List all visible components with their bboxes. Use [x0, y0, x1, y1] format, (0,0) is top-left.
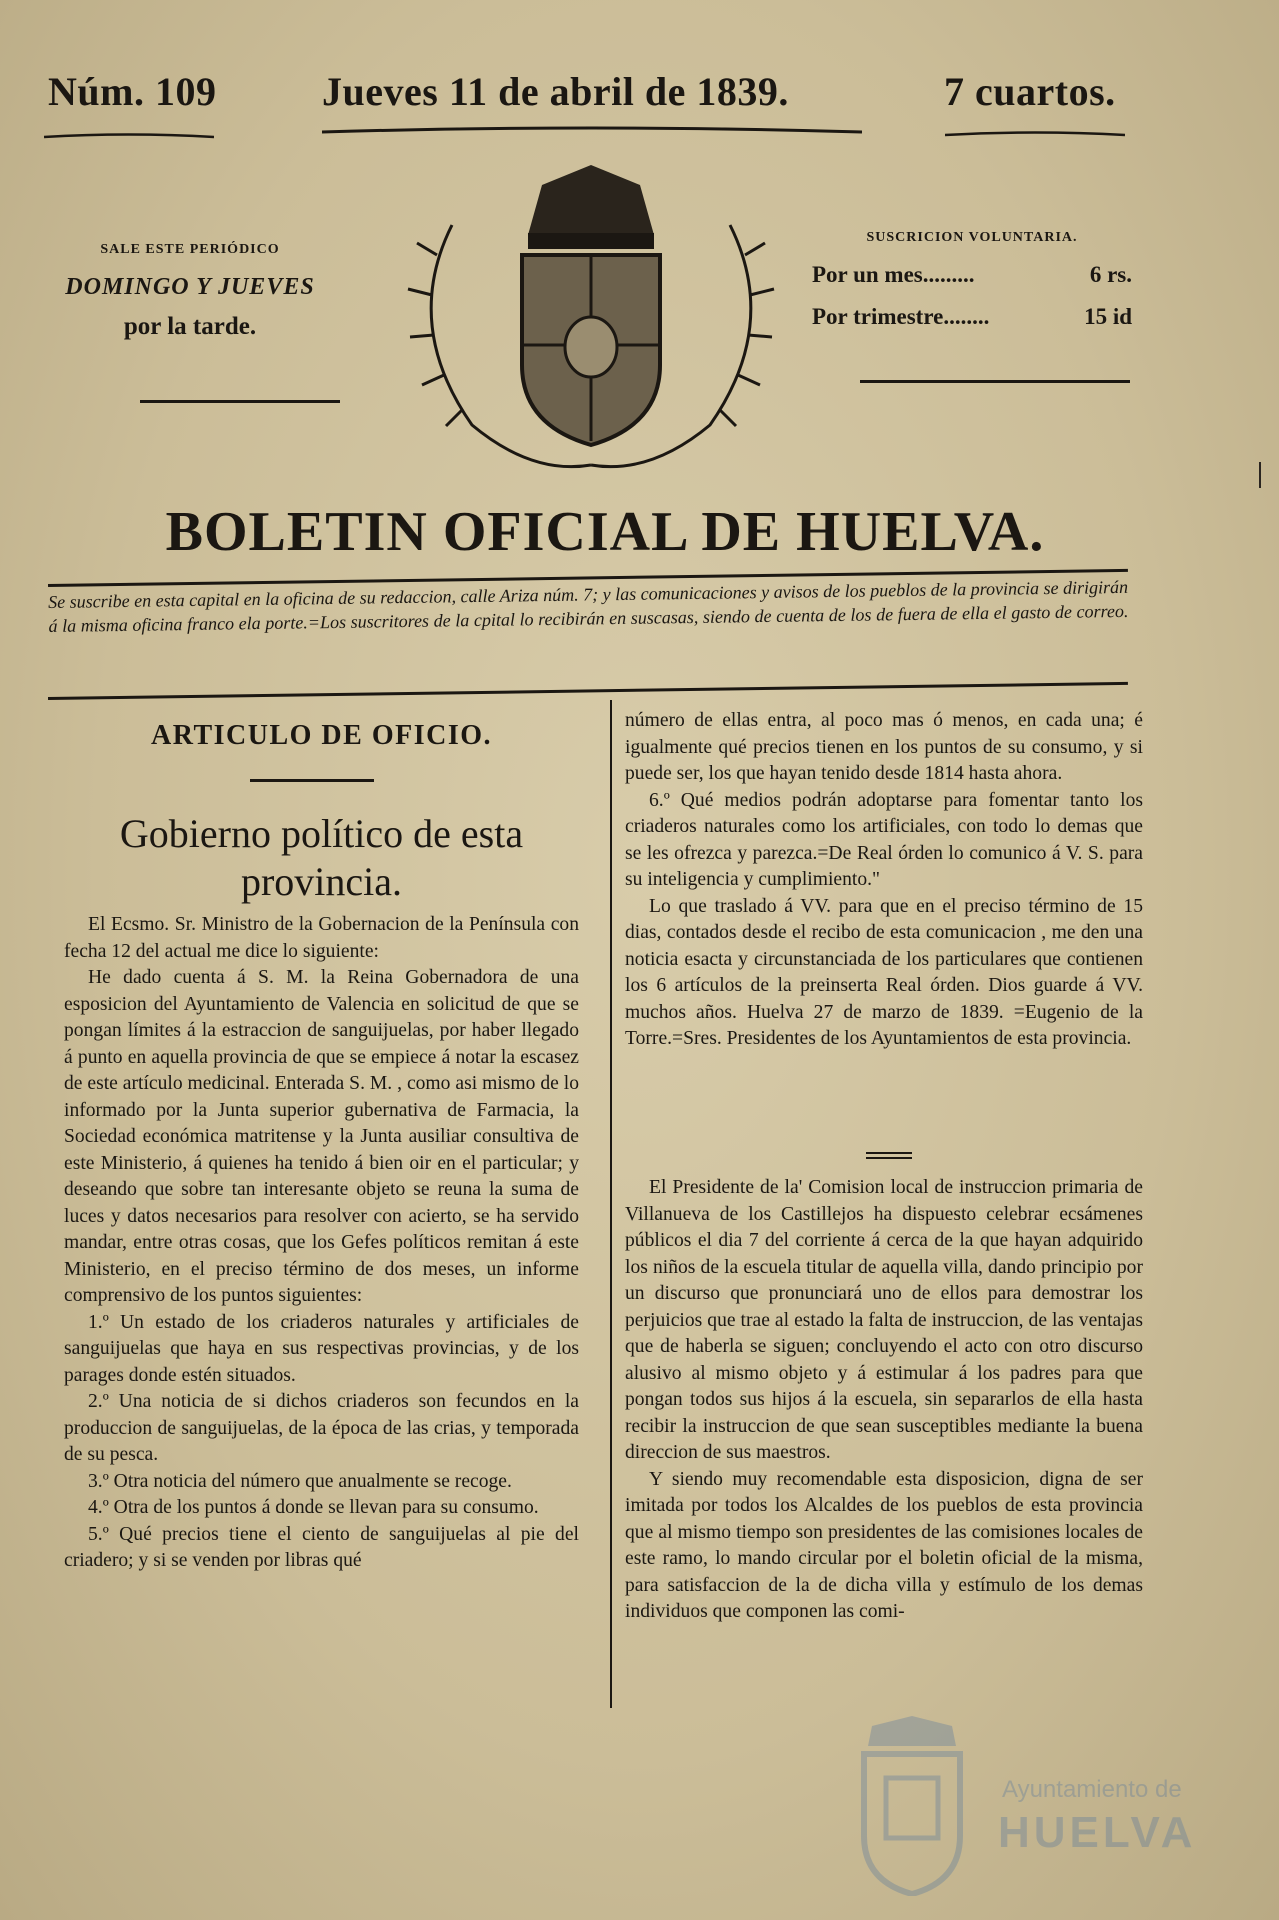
price-quarter-label: Por trimestre........ [812, 304, 990, 329]
archive-watermark [852, 1716, 1232, 1896]
edge-mark [1259, 462, 1261, 488]
issue-date: Jueves 11 de abril de 1839. [322, 69, 789, 114]
paragraph: 3.º Otra noticia del número que anualmente se recoge. [88, 1470, 512, 1492]
watermark-line2: HUELVA [998, 1808, 1197, 1857]
schedule-days: DOMINGO Y JUEVES [65, 274, 315, 300]
paragraph: Y siendo muy recomendable esta disposicion, digna de ser imitada por todos los Alcaldes de los pueblos de esta provincia que al mismo tiempo son presidentes de las comisiones locales de este ramo, lo mando circular por el boletin oficial de la misma, para satisfaccion de la de dicha villa y estímulo de los demas individuos que componen las comi- [625, 1468, 1143, 1622]
subscription-notice: Se suscribe en esta capital en la oficina de su redaccion, calle Ariza núm. 7; y las comunicaciones y avisos de los pueblos de la provincia se dirigirán á la misma oficina franco ela porte.=Los suscritores de la cpital lo recibirán en suscasas, siendo de cuenta de los de fuera de ella el gasto de correo. [48, 576, 1129, 636]
paragraph: 6.º Qué medios podrán adoptarse para fomentar tanto los criaderos naturales como los artificiales, con todo lo demas que se les ofrezca y parezca.=De Real órden lo comunico á V. S. para su inteligencia y cumplimiento." [625, 789, 1143, 890]
paragraph: El Presidente de la' Comision local de instruccion primaria de Villanueva de los Castillejos ha dispuesto celebrar ecsámenes públicos el dia 7 del corriente á cerca de la que hayan adquirido los niños de la escuela titular de aquella villa, dando principio por un discurso que pronunciará uno de ellos para demostrar los perjuicios que trae al estado la falta de instruccion, de las ventajas que de haberla se siguen; concluyendo el acto con otro discurso alusivo al mismo objeto y á estimular á los padres para que pongan todos sus hijos á la escuela, sin separarlos de ella hasta recibir la instruccion de que sean susceptibles mediante la buena direccion de sus maestros. [625, 1177, 1143, 1463]
huelva-shield-icon [852, 1716, 972, 1896]
swash-rule-left [44, 132, 214, 142]
price-month-value: 6 rs. [1089, 262, 1132, 287]
price-quarter-value: 15 id [1084, 304, 1132, 329]
watermark-line1: Ayuntamiento de [1002, 1776, 1182, 1803]
paragraph: 5.º Qué precios tiene el ciento de sanguijuelas al pie del criadero; y si se venden por libras qué [64, 1523, 579, 1571]
section-heading: ARTICULO DE OFICIO. [151, 720, 492, 751]
left-column-text [64, 912, 579, 1575]
subscription-heading: SUSCRICION VOLUNTARIA. [866, 230, 1078, 245]
paragraph: Lo que traslado á VV. para que en el preciso término de 15 dias, contados desde el recibo de esta comunicacion , me den una noticia esacta y circunstanciada de los particulares que contienen los 6 artículos de la preinserta Real órden. Dios guarde á VV. muchos años. Huelva 27 de marzo de 1839. =Eugenio de la Torre.=Sres. Presidentes de los Ayuntamientos de esta provincia. [625, 895, 1143, 1049]
price-row-quarter [812, 304, 1132, 330]
prices-rule [860, 380, 1130, 383]
article-heading: Gobierno político de esta provincia. [119, 811, 524, 904]
price-row-month [812, 262, 1132, 288]
newspaper-title: BOLETIN OFICIAL DE HUELVA. [165, 501, 1045, 563]
paragraph: He dado cuenta á S. M. la Reina Gobernadora de una esposicion del Ayuntamiento de Valencia en solicitud de que se pongan límites á la estraccion de sanguijuelas, por haber llegado á punto en aquella provincia de que se empiece á notar la escasez de este artículo medicinal. Enterada S. M. , como asi mismo de lo informado por la Junta superior gubernativa de Farmacia, la Sociedad económica matritense y la Junta ausiliar consultiva de este Ministerio, á quienes ha tenido á bien oir en el particular; y deseando que sobre tan interesante objeto se reuna la suma de luces y datos necesarios para resolver con acierto, se ha servido mandar, entre otras cosas, que los Gefes políticos remitan á este Ministerio, en el preciso término de dos meses, un informe comprensivo de los puntos siguientes: [64, 967, 579, 1306]
issue-number: Núm. 109 [48, 69, 217, 114]
publication-schedule [40, 242, 340, 341]
section-rule [250, 779, 374, 782]
paragraph: 2.º Una noticia de si dichos criaderos son fecundos en la produccion de sanguijuelas, de la época de las crias, y temporada de su pesca. [64, 1391, 579, 1465]
swash-rule-right [945, 130, 1125, 140]
paragraph: El Ecsmo. Sr. Ministro de la Gobernacion de la Península con fecha 12 del actual me dice lo siguiente: [64, 914, 579, 962]
swash-rule-center [322, 126, 862, 136]
masthead [40, 68, 1140, 128]
paragraph: 4.º Otra de los puntos á donde se llevan para su consumo. [88, 1497, 539, 1518]
right-column-text-b [625, 1175, 1143, 1626]
paragraph: número de ellas entra, al poco mas ó menos, en cada una; é igualmente qué precios tienen en los puntos de su consumo, y si puede ser, los que hayan tenido desde 1814 hasta ahora. [625, 710, 1143, 784]
column-divider [610, 700, 612, 1708]
notice-rule-bottom [48, 682, 1128, 700]
paragraph: 1.º Un estado de los criaderos naturales y artificiales de sanguijuelas que haya en sus respectivas provincias, y de los parages donde estén situados. [64, 1311, 579, 1386]
subscription-prices [812, 230, 1132, 330]
schedule-rule [140, 400, 340, 403]
schedule-time: por la tarde. [123, 313, 257, 340]
article-separator [866, 1152, 912, 1154]
right-column-text-a [625, 708, 1143, 1053]
issue-price: 7 cuartos. [944, 69, 1116, 114]
schedule-intro: SALE ESTE PERIÓDICO [100, 242, 280, 257]
price-month-label: Por un mes......... [812, 262, 975, 287]
royal-crest-icon [392, 165, 790, 480]
